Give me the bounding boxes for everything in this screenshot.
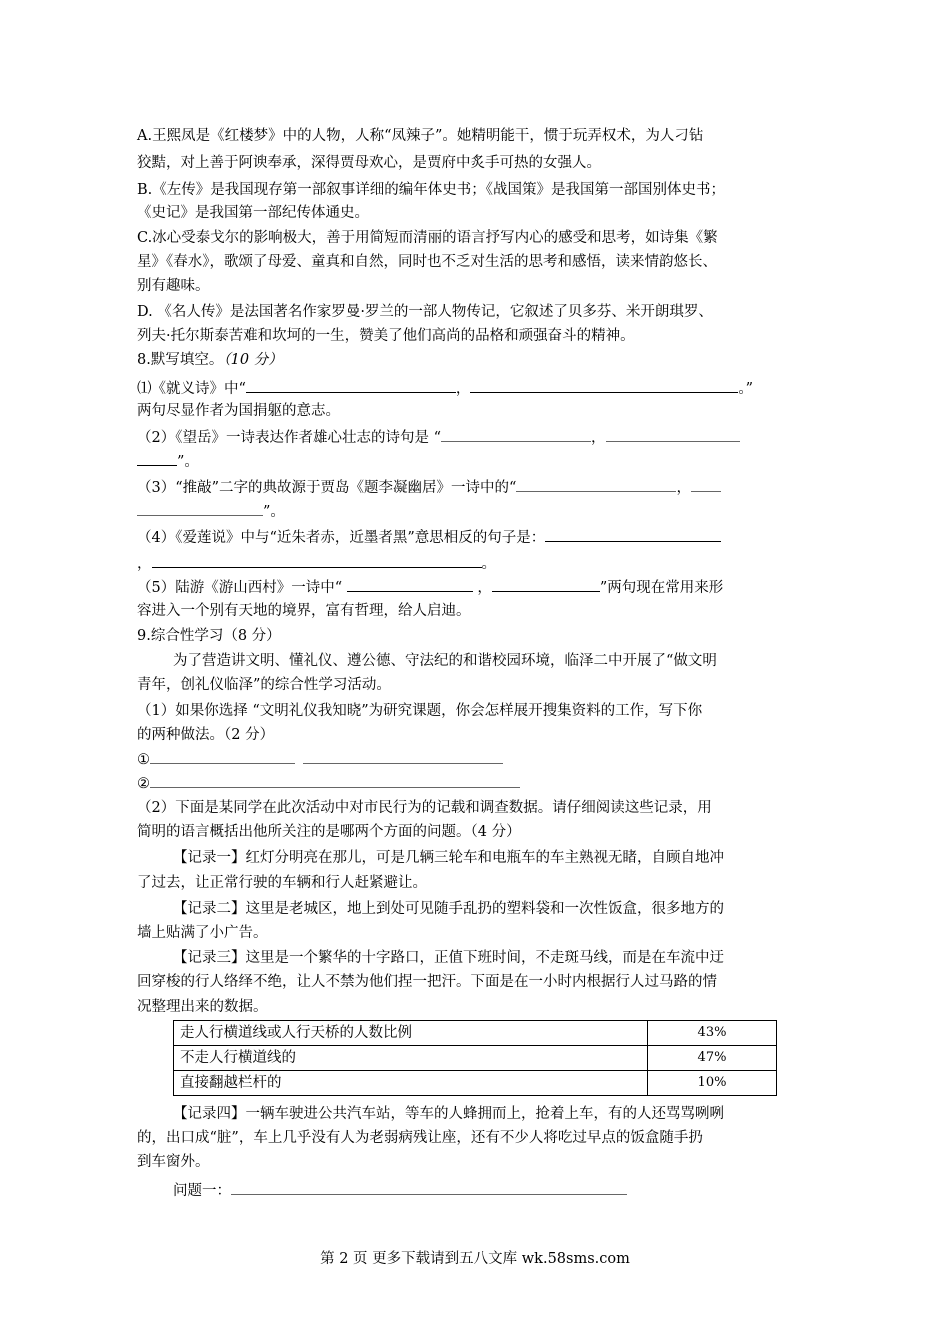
item-5-prompt: （5）陆游《游山西村》一诗中“ — [137, 580, 347, 596]
item-2-line-2 — [137, 451, 199, 472]
item-3-line-2 — [137, 501, 285, 522]
item-5-line — [137, 577, 723, 598]
item-4-blank-b[interactable] — [152, 553, 482, 568]
item-2-prompt: （2）《望岳》一诗表达作者雄心壮志的诗句是 “ — [137, 430, 441, 446]
record-4-line-3: 到车窗外。 — [137, 1154, 210, 1170]
record-2-line-1: 【记录二】这里是老城区，地上到处可见随手乱扔的塑料袋和一次性饭盒，很多地方的 — [173, 901, 724, 917]
item-4-blank-a[interactable] — [545, 527, 721, 542]
table-cell-value: 47% — [648, 1046, 777, 1071]
item-4-prompt: （4）《爱莲说》中与“近朱者赤，近墨者黑”意思相反的句子是： — [137, 530, 546, 546]
item-5-separator: ， — [472, 580, 492, 596]
option-c-line-2: 星》《春水》，歌颂了母爱、童真和自然，同时也不乏对生活的思考和感悟，读来情韵悠长、 — [137, 254, 717, 270]
record-4-line-2: 的，出口成“脏”，车上几乎没有人为老弱病残让座，还有不少人将吃过早点的饭盒随手扔 — [137, 1130, 703, 1146]
option-c-line-1: C.冰心受泰戈尔的影响极大，善于用简短而清丽的语言抒写内心的感受和思考，如诗集《繁 — [137, 230, 718, 246]
answer-1-marker: ① — [137, 752, 150, 768]
question-8-score: （10 分） — [223, 352, 283, 368]
table-row — [174, 1071, 777, 1096]
question-8-heading: 8.默写填空。 — [137, 352, 224, 368]
item-3-blank-b-cont[interactable] — [137, 501, 263, 516]
option-d-line-1: D. 《名人传》是法国著名作家罗曼·罗兰的一部人物传记，它叙述了贝多芬、米开朗琪罗、 — [137, 304, 713, 320]
item-1-end: 。” — [738, 381, 754, 397]
problem-1-line — [173, 1180, 627, 1201]
item-1-line-2: 两句尽显作者为国捐躯的意志。 — [137, 403, 340, 419]
answer-2-blank[interactable] — [150, 773, 520, 788]
item-3-prompt: （3）“推敲”二字的典故源于贾岛《题李凝幽居》一诗中的“ — [137, 480, 517, 496]
item-5-blank-a[interactable] — [347, 577, 473, 592]
item-1-separator: ， — [455, 381, 471, 397]
option-c-line-3: 别有趣味。 — [137, 278, 210, 294]
item-1-prompt: ⑴《就义诗》中“ — [137, 381, 246, 397]
item-5-line-2: 容进入一个别有天地的境界，富有哲理，给人启迪。 — [137, 603, 471, 619]
record-2-line-2: 墙上贴满了小广告。 — [137, 925, 268, 941]
item-3-end: ”。 — [263, 504, 285, 520]
table-cell-label: 直接翻越栏杆的 — [174, 1071, 648, 1096]
table-cell-value: 43% — [648, 1021, 777, 1046]
option-a-line-2: 狡黠，对上善于阿谀奉承，深得贾母欢心，是贾府中炙手可热的女强人。 — [137, 155, 601, 171]
item-2-end: ”。 — [177, 454, 199, 470]
table-cell-value: 10% — [648, 1071, 777, 1096]
option-b-line-2: 《史记》是我国第一部纪传体通史。 — [137, 205, 369, 221]
item-4-end: 。 — [481, 556, 496, 572]
item-1-blank-b[interactable] — [470, 378, 738, 393]
table-row — [174, 1046, 777, 1071]
item-1-blank-a[interactable] — [246, 378, 456, 393]
q9-intro-line-1: 为了营造讲文明、懂礼仪、遵公德、守法纪的和谐校园环境，临泽二中开展了“做文明 — [173, 653, 717, 669]
answer-1-blank-a[interactable] — [150, 749, 295, 764]
problem-1-blank[interactable] — [231, 1180, 627, 1195]
item-4-line-2 — [137, 553, 496, 574]
item-3-blank-b[interactable] — [691, 477, 721, 492]
option-a-line-1: A.王熙凤是《红楼梦》中的人物，人称“凤辣子”。她精明能干，惯于玩弄权术，为人刁钻 — [137, 128, 704, 144]
record-3-line-2: 回穿梭的行人络绎不绝，让人不禁为他们捏一把汗。下面是在一小时内根据行人过马路的情 — [137, 974, 717, 990]
item-3-blank-a[interactable] — [516, 477, 676, 492]
table-row — [174, 1021, 777, 1046]
q9-part-2-line-2: 简明的语言概括出他所关注的是哪两个方面的问题。（4 分） — [137, 824, 521, 840]
page-footer: 第 2 页 更多下载请到五八文库 wk.58sms.com — [320, 1251, 630, 1267]
record-3-line-1: 【记录三】这里是一个繁华的十字路口，正值下班时间，不走斑马线，而是在车流中迂 — [173, 950, 724, 966]
question-9-title: 9.综合性学习（8 分） — [137, 628, 281, 644]
table-cell-label: 走人行横道线或人行天桥的人数比例 — [174, 1021, 648, 1046]
answer-2-marker: ② — [137, 776, 150, 792]
option-d-line-2: 列夫·托尔斯泰苦难和坎坷的一生，赞美了他们高尚的品格和顽强奋斗的精神。 — [137, 328, 635, 344]
q9-part-2-line-1: （2）下面是某同学在此次活动中对市民行为的记载和调查数据。请仔细阅读这些记录，用 — [137, 800, 712, 816]
question-8-title — [137, 350, 283, 370]
item-2-blank-b[interactable] — [606, 427, 740, 442]
item-2-blank-b-cont[interactable] — [137, 451, 177, 466]
record-4-line-1: 【记录四】一辆车驶进公共汽车站，等车的人蜂拥而上，抢着上车，有的人还骂骂咧咧 — [173, 1106, 724, 1122]
option-b-line-1: B.《左传》是我国现存第一部叙事详细的编年体史书；《战国策》是我国第一部国别体史书； — [137, 182, 726, 198]
problem-1-label: 问题一： — [173, 1183, 231, 1199]
q9-part-1-line-2: 的两种做法。（2 分） — [137, 727, 275, 743]
item-1-line — [137, 378, 753, 399]
answer-1-line — [137, 749, 503, 770]
item-5-blank-b[interactable] — [492, 577, 600, 592]
item-5-end: ”两句现在常用来形 — [599, 580, 724, 596]
item-4-separator: ， — [137, 556, 152, 572]
item-2-blank-a[interactable] — [441, 427, 591, 442]
record-1-line-2: 了过去，让正常行驶的车辆和行人赶紧避让。 — [137, 875, 427, 891]
record-3-line-3: 况整理出来的数据。 — [137, 999, 268, 1015]
pedestrian-data-table — [173, 1020, 777, 1096]
item-2-separator: ， — [591, 430, 606, 446]
item-3-line — [137, 477, 721, 498]
q9-intro-line-2: 青年，创礼仪临泽”的综合性学习活动。 — [137, 677, 391, 693]
answer-2-line — [137, 773, 520, 794]
record-1-line-1: 【记录一】红灯分明亮在那儿，可是几辆三轮车和电瓶车的车主熟视无睹，自顾自地冲 — [173, 850, 724, 866]
answer-1-blank-b[interactable] — [303, 749, 503, 764]
item-4-line — [137, 527, 721, 548]
q9-part-1-line-1: （1）如果你选择 “文明礼仪我知晓”为研究课题，你会怎样展开搜集资料的工作，写下你 — [137, 703, 703, 719]
table-cell-label: 不走人行横道线的 — [174, 1046, 648, 1071]
item-2-line — [137, 427, 740, 448]
item-3-separator: ， — [676, 480, 691, 496]
